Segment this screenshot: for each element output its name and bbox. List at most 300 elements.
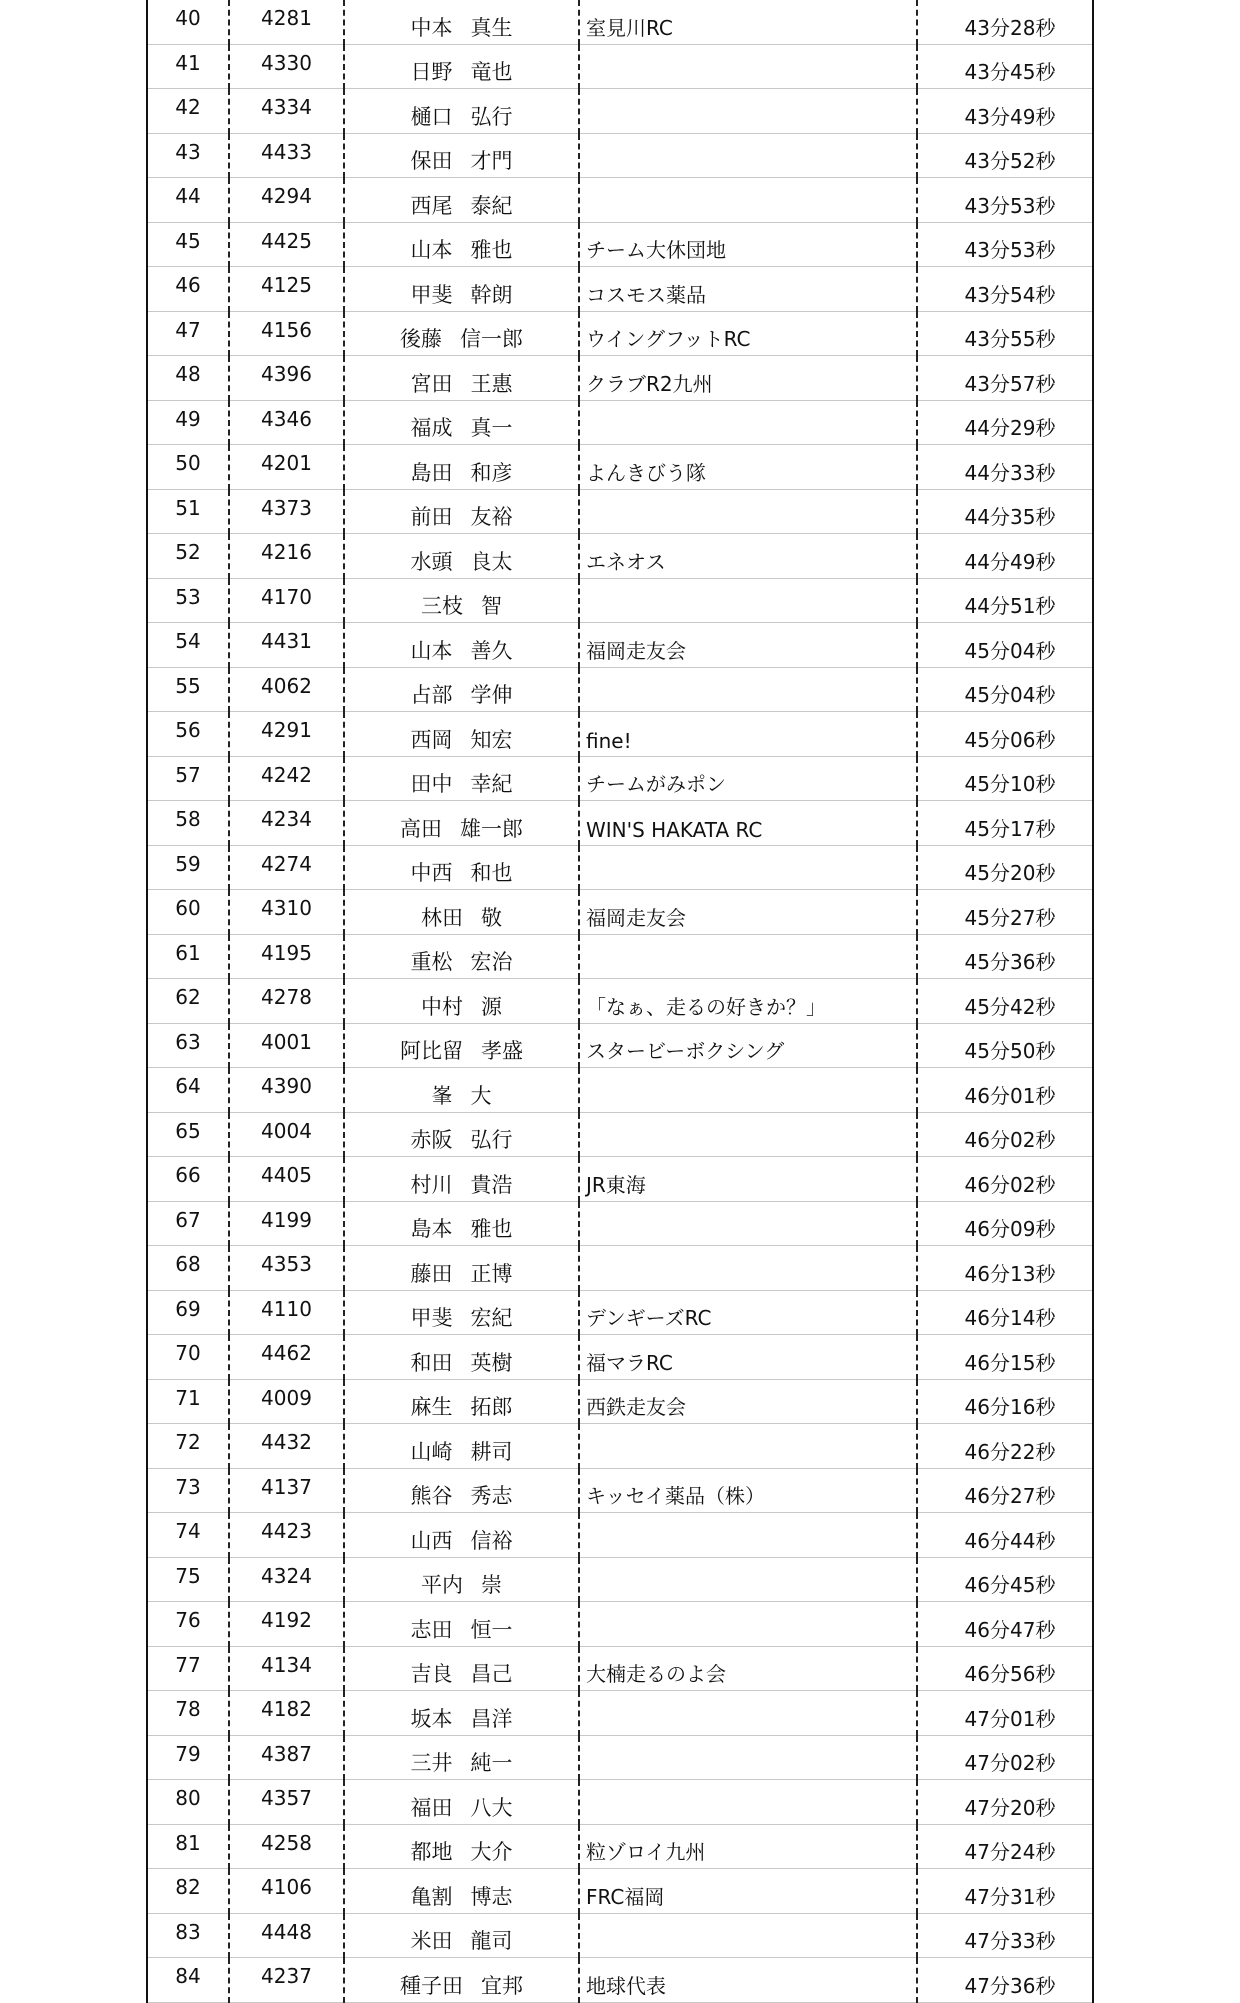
team-cell: 地球代表 [579, 1958, 917, 2003]
runner-given-name: 宜邦 [481, 1973, 523, 1998]
table-row [148, 1112, 1092, 1157]
runner-given-name: 孝盛 [481, 1039, 523, 1063]
bib-number-cell: 4258 [229, 1824, 344, 1869]
runner-surname: 日野 [410, 60, 453, 84]
runner-surname: 中村 [421, 994, 463, 1019]
finish-time-cell: 44分35秒 [917, 489, 1092, 534]
rank-cell: 75 [148, 1557, 229, 1602]
runner-given-name: 崇 [481, 1573, 502, 1597]
runner-surname: 種子田 [400, 1973, 463, 1998]
rank-cell: 64 [148, 1068, 229, 1113]
finish-time-cell: 46分16秒 [917, 1379, 1092, 1424]
runner-given-name: 龍司 [470, 1929, 513, 1953]
table-row [148, 712, 1092, 757]
rank-cell: 71 [148, 1379, 229, 1424]
team-cell [579, 667, 917, 712]
runner-given-name: 昌洋 [470, 1706, 513, 1731]
table-row [148, 1290, 1092, 1335]
runner-name-cell [344, 756, 579, 801]
runner-surname: 後藤 [400, 327, 442, 351]
table-row [148, 222, 1092, 267]
results-sheet [146, 0, 1094, 2003]
rank-cell: 60 [148, 890, 229, 935]
team-cell [579, 89, 917, 134]
bib-number-cell: 4182 [229, 1691, 344, 1736]
bib-number-cell: 4281 [229, 0, 344, 44]
bib-number-cell: 4390 [229, 1068, 344, 1113]
finish-time-cell: 47分01秒 [917, 1691, 1092, 1736]
rank-cell: 80 [148, 1780, 229, 1825]
table-row [148, 845, 1092, 890]
team-cell: fine! [579, 712, 917, 757]
runner-name-cell [344, 1691, 579, 1736]
rank-cell: 67 [148, 1201, 229, 1246]
runner-surname: 林田 [421, 905, 463, 930]
runner-given-name: 拓郎 [470, 1395, 513, 1419]
table-row [148, 400, 1092, 445]
bib-number-cell: 4373 [229, 489, 344, 534]
finish-time-cell: 46分02秒 [917, 1112, 1092, 1157]
team-cell: チームがみポン [579, 756, 917, 801]
runner-name-cell [344, 578, 579, 623]
runner-given-name: 秀志 [470, 1484, 513, 1508]
runner-given-name: 貴浩 [470, 1172, 513, 1197]
runner-surname: 阿比留 [400, 1039, 463, 1063]
table-row [148, 89, 1092, 134]
table-row [148, 311, 1092, 356]
bib-number-cell: 4062 [229, 667, 344, 712]
table-row [148, 1913, 1092, 1958]
rank-cell: 83 [148, 1913, 229, 1958]
finish-time-cell: 45分17秒 [917, 801, 1092, 846]
finish-time-cell: 43分54秒 [917, 267, 1092, 312]
finish-time-cell: 45分06秒 [917, 712, 1092, 757]
team-cell: チーム大休団地 [579, 222, 917, 267]
team-cell: 福マラRC [579, 1335, 917, 1380]
runner-surname: 西岡 [410, 727, 453, 752]
bib-number-cell: 4195 [229, 934, 344, 979]
runner-given-name: 博志 [470, 1884, 513, 1909]
table-row [148, 178, 1092, 223]
rank-cell: 72 [148, 1424, 229, 1469]
team-cell [579, 845, 917, 890]
runner-name-cell [344, 1513, 579, 1558]
bib-number-cell: 4201 [229, 445, 344, 490]
team-cell [579, 1068, 917, 1113]
table-row [148, 1824, 1092, 1869]
team-cell [579, 578, 917, 623]
runner-name-cell [344, 1913, 579, 1958]
rank-cell: 73 [148, 1468, 229, 1513]
runner-surname: 保田 [410, 149, 453, 173]
runner-surname: 福成 [410, 416, 453, 440]
bib-number-cell: 4387 [229, 1735, 344, 1780]
runner-surname: 三枝 [421, 594, 463, 618]
finish-time-cell: 44分33秒 [917, 445, 1092, 490]
bib-number-cell: 4242 [229, 756, 344, 801]
runner-name-cell [344, 1424, 579, 1469]
table-row [148, 578, 1092, 623]
team-cell [579, 44, 917, 89]
team-cell: デンギーズRC [579, 1290, 917, 1335]
finish-time-cell: 47分36秒 [917, 1958, 1092, 2003]
rank-cell: 41 [148, 44, 229, 89]
bib-number-cell: 4137 [229, 1468, 344, 1513]
runner-name-cell [344, 1157, 579, 1202]
runner-name-cell [344, 1824, 579, 1869]
team-cell [579, 489, 917, 534]
table-row [148, 801, 1092, 846]
team-cell: JR東海 [579, 1157, 917, 1202]
team-cell: ウイングフットRC [579, 311, 917, 356]
rank-cell: 82 [148, 1869, 229, 1914]
rank-cell: 56 [148, 712, 229, 757]
bib-number-cell: 4324 [229, 1557, 344, 1602]
runner-surname: 吉良 [410, 1662, 453, 1686]
team-cell [579, 934, 917, 979]
team-cell [579, 1246, 917, 1291]
runner-given-name: 恒一 [470, 1617, 513, 1642]
bib-number-cell: 4009 [229, 1379, 344, 1424]
finish-time-cell: 43分49秒 [917, 89, 1092, 134]
team-cell: 大楠走るのよ会 [579, 1646, 917, 1691]
runner-surname: 藤田 [410, 1261, 453, 1286]
finish-time-cell: 47分20秒 [917, 1780, 1092, 1825]
rank-cell: 77 [148, 1646, 229, 1691]
results-table [148, 0, 1092, 2003]
runner-surname: 麻生 [410, 1395, 453, 1419]
runner-surname: 志田 [410, 1617, 453, 1642]
bib-number-cell: 4125 [229, 267, 344, 312]
runner-surname: 熊谷 [410, 1484, 453, 1508]
table-row [148, 934, 1092, 979]
table-row [148, 1068, 1092, 1113]
runner-surname: 占部 [410, 683, 453, 707]
table-row [148, 890, 1092, 935]
table-row [148, 979, 1092, 1024]
runner-given-name: 雅也 [470, 238, 513, 262]
runner-name-cell [344, 89, 579, 134]
rank-cell: 84 [148, 1958, 229, 2003]
runner-surname: 福田 [410, 1795, 453, 1820]
bib-number-cell: 4237 [229, 1958, 344, 2003]
finish-time-cell: 44分49秒 [917, 534, 1092, 579]
runner-name-cell [344, 1557, 579, 1602]
runner-surname: 水頭 [410, 549, 453, 574]
table-row [148, 133, 1092, 178]
runner-name-cell [344, 623, 579, 668]
finish-time-cell: 45分04秒 [917, 667, 1092, 712]
team-cell: キッセイ薬品（株） [579, 1468, 917, 1513]
table-row [148, 1646, 1092, 1691]
rank-cell: 78 [148, 1691, 229, 1736]
runner-name-cell [344, 1068, 579, 1113]
table-row [148, 1557, 1092, 1602]
runner-given-name: 泰紀 [470, 193, 513, 218]
table-row [148, 445, 1092, 490]
team-cell [579, 1112, 917, 1157]
finish-time-cell: 46分56秒 [917, 1646, 1092, 1691]
bib-number-cell: 4431 [229, 623, 344, 668]
rank-cell: 51 [148, 489, 229, 534]
bib-number-cell: 4278 [229, 979, 344, 1024]
finish-time-cell: 45分36秒 [917, 934, 1092, 979]
finish-time-cell: 43分53秒 [917, 178, 1092, 223]
runner-given-name: 耕司 [470, 1439, 513, 1464]
table-row [148, 1157, 1092, 1202]
table-row [148, 1780, 1092, 1825]
runner-name-cell [344, 1290, 579, 1335]
bib-number-cell: 4330 [229, 44, 344, 89]
team-cell: エネオス [579, 534, 917, 579]
rank-cell: 70 [148, 1335, 229, 1380]
team-cell: よんきびう隊 [579, 445, 917, 490]
rank-cell: 55 [148, 667, 229, 712]
finish-time-cell: 47分33秒 [917, 1913, 1092, 1958]
runner-surname: 前田 [410, 505, 453, 529]
runner-name-cell [344, 1735, 579, 1780]
runner-given-name: 信裕 [470, 1528, 513, 1553]
runner-given-name: 正博 [470, 1261, 513, 1286]
runner-surname: 三井 [410, 1751, 453, 1775]
rank-cell: 48 [148, 356, 229, 401]
runner-given-name: 大 [470, 1083, 492, 1108]
bib-number-cell: 4156 [229, 311, 344, 356]
bib-number-cell: 4433 [229, 133, 344, 178]
runner-given-name: 幹朗 [470, 282, 513, 307]
runner-name-cell [344, 0, 579, 44]
rank-cell: 47 [148, 311, 229, 356]
bib-number-cell: 4170 [229, 578, 344, 623]
bib-number-cell: 4199 [229, 1201, 344, 1246]
finish-time-cell: 43分28秒 [917, 0, 1092, 44]
runner-name-cell [344, 1602, 579, 1647]
runner-name-cell [344, 1646, 579, 1691]
runner-given-name: 宏紀 [470, 1306, 513, 1330]
rank-cell: 42 [148, 89, 229, 134]
team-cell: 西鉄走友会 [579, 1379, 917, 1424]
table-row [148, 44, 1092, 89]
runner-name-cell [344, 1780, 579, 1825]
finish-time-cell: 46分47秒 [917, 1602, 1092, 1647]
bib-number-cell: 4106 [229, 1869, 344, 1914]
rank-cell: 65 [148, 1112, 229, 1157]
runner-given-name: 和也 [470, 861, 513, 885]
runner-name-cell [344, 267, 579, 312]
rank-cell: 43 [148, 133, 229, 178]
team-cell: 粒ゾロイ九州 [579, 1824, 917, 1869]
runner-surname: 米田 [410, 1929, 453, 1953]
runner-surname: 田中 [410, 772, 453, 796]
runner-name-cell [344, 801, 579, 846]
rank-cell: 79 [148, 1735, 229, 1780]
rank-cell: 66 [148, 1157, 229, 1202]
runner-given-name: 善久 [470, 638, 513, 663]
rank-cell: 62 [148, 979, 229, 1024]
rank-cell: 59 [148, 845, 229, 890]
bib-number-cell: 4462 [229, 1335, 344, 1380]
bib-number-cell: 4334 [229, 89, 344, 134]
bib-number-cell: 4192 [229, 1602, 344, 1647]
runner-given-name: 雄一郎 [460, 816, 523, 841]
table-row [148, 1691, 1092, 1736]
runner-name-cell [344, 356, 579, 401]
runner-name-cell [344, 1246, 579, 1291]
runner-name-cell [344, 712, 579, 757]
finish-time-cell: 43分45秒 [917, 44, 1092, 89]
finish-time-cell: 46分14秒 [917, 1290, 1092, 1335]
table-row [148, 1513, 1092, 1558]
runner-given-name: 和彦 [470, 460, 513, 485]
runner-surname: 樋口 [410, 104, 453, 129]
finish-time-cell: 47分24秒 [917, 1824, 1092, 1869]
runner-name-cell [344, 1869, 579, 1914]
bib-number-cell: 4134 [229, 1646, 344, 1691]
runner-surname: 山西 [410, 1528, 453, 1553]
rank-cell: 45 [148, 222, 229, 267]
runner-name-cell [344, 44, 579, 89]
runner-name-cell [344, 1379, 579, 1424]
finish-time-cell: 44分29秒 [917, 400, 1092, 445]
runner-given-name: 宏治 [470, 950, 513, 974]
runner-given-name: 才門 [470, 149, 513, 173]
table-row [148, 756, 1092, 801]
runner-name-cell [344, 1958, 579, 2003]
finish-time-cell: 44分51秒 [917, 578, 1092, 623]
finish-time-cell: 46分44秒 [917, 1513, 1092, 1558]
runner-given-name: 大介 [470, 1840, 513, 1864]
table-row [148, 1201, 1092, 1246]
runner-name-cell [344, 1023, 579, 1068]
runner-surname: 村川 [410, 1172, 453, 1197]
runner-given-name: 信一郎 [460, 327, 523, 351]
rank-cell: 52 [148, 534, 229, 579]
finish-time-cell: 46分45秒 [917, 1557, 1092, 1602]
runner-given-name: 純一 [470, 1751, 513, 1775]
rank-cell: 53 [148, 578, 229, 623]
table-row [148, 623, 1092, 668]
bib-number-cell: 4291 [229, 712, 344, 757]
runner-given-name: 弘行 [470, 1128, 513, 1152]
team-cell: WIN'S HAKATA RC [579, 801, 917, 846]
bib-number-cell: 4004 [229, 1112, 344, 1157]
rank-cell: 49 [148, 400, 229, 445]
runner-surname: 宮田 [410, 371, 453, 396]
team-cell [579, 133, 917, 178]
bib-number-cell: 4294 [229, 178, 344, 223]
table-row [148, 667, 1092, 712]
finish-time-cell: 47分02秒 [917, 1735, 1092, 1780]
runner-surname: 山崎 [410, 1439, 453, 1464]
bib-number-cell: 4448 [229, 1913, 344, 1958]
finish-time-cell: 46分09秒 [917, 1201, 1092, 1246]
runner-name-cell [344, 1112, 579, 1157]
table-row [148, 1958, 1092, 2003]
runner-surname: 高田 [400, 816, 442, 841]
runner-surname: 山本 [410, 638, 453, 663]
table-row [148, 1602, 1092, 1647]
runner-surname: 甲斐 [410, 282, 453, 307]
runner-surname: 山本 [410, 238, 453, 262]
team-cell: 福岡走友会 [579, 623, 917, 668]
runner-surname: 島本 [410, 1217, 453, 1241]
bib-number-cell: 4353 [229, 1246, 344, 1291]
bib-number-cell: 4216 [229, 534, 344, 579]
finish-time-cell: 46分15秒 [917, 1335, 1092, 1380]
runner-surname: 西尾 [410, 193, 453, 218]
table-row [148, 1468, 1092, 1513]
team-cell [579, 1201, 917, 1246]
table-row [148, 534, 1092, 579]
team-cell: 「なぁ、走るの好きか？」 [579, 979, 917, 1024]
team-cell [579, 1557, 917, 1602]
runner-given-name: 良太 [470, 549, 513, 574]
table-row [148, 1735, 1092, 1780]
table-row [148, 1023, 1092, 1068]
table-row [148, 267, 1092, 312]
finish-time-cell: 43分55秒 [917, 311, 1092, 356]
finish-time-cell: 45分50秒 [917, 1023, 1092, 1068]
runner-given-name: 昌己 [470, 1662, 513, 1686]
table-row [148, 489, 1092, 534]
team-cell [579, 1602, 917, 1647]
runner-surname: 都地 [410, 1840, 453, 1864]
bib-number-cell: 4432 [229, 1424, 344, 1469]
runner-name-cell [344, 445, 579, 490]
runner-surname: 中本 [410, 15, 453, 40]
runner-name-cell [344, 979, 579, 1024]
runner-given-name: 友裕 [470, 505, 513, 529]
runner-given-name: 源 [481, 994, 502, 1019]
bib-number-cell: 4396 [229, 356, 344, 401]
bib-number-cell: 4425 [229, 222, 344, 267]
rank-cell: 44 [148, 178, 229, 223]
table-row [148, 1335, 1092, 1380]
runner-given-name: 真一 [470, 416, 513, 440]
rank-cell: 74 [148, 1513, 229, 1558]
runner-surname: 坂本 [410, 1706, 453, 1731]
runner-given-name: 知宏 [470, 727, 513, 752]
team-cell: コスモス薬品 [579, 267, 917, 312]
team-cell [579, 1780, 917, 1825]
results-table-body [148, 0, 1092, 2002]
team-cell [579, 178, 917, 223]
team-cell: クラブR2九州 [579, 356, 917, 401]
rank-cell: 58 [148, 801, 229, 846]
runner-given-name: 王惠 [470, 371, 513, 396]
rank-cell: 40 [148, 0, 229, 44]
bib-number-cell: 4110 [229, 1290, 344, 1335]
finish-time-cell: 46分01秒 [917, 1068, 1092, 1113]
team-cell [579, 1513, 917, 1558]
rank-cell: 61 [148, 934, 229, 979]
runner-name-cell [344, 489, 579, 534]
finish-time-cell: 43分53秒 [917, 222, 1092, 267]
table-row [148, 1869, 1092, 1914]
bib-number-cell: 4234 [229, 801, 344, 846]
team-cell [579, 1913, 917, 1958]
table-row [148, 1246, 1092, 1291]
table-row [148, 356, 1092, 401]
runner-given-name: 雅也 [470, 1217, 513, 1241]
bib-number-cell: 4346 [229, 400, 344, 445]
rank-cell: 57 [148, 756, 229, 801]
runner-surname: 和田 [410, 1350, 453, 1375]
runner-surname: 亀割 [410, 1884, 453, 1909]
runner-given-name: 英樹 [470, 1350, 513, 1375]
finish-time-cell: 47分31秒 [917, 1869, 1092, 1914]
rank-cell: 50 [148, 445, 229, 490]
